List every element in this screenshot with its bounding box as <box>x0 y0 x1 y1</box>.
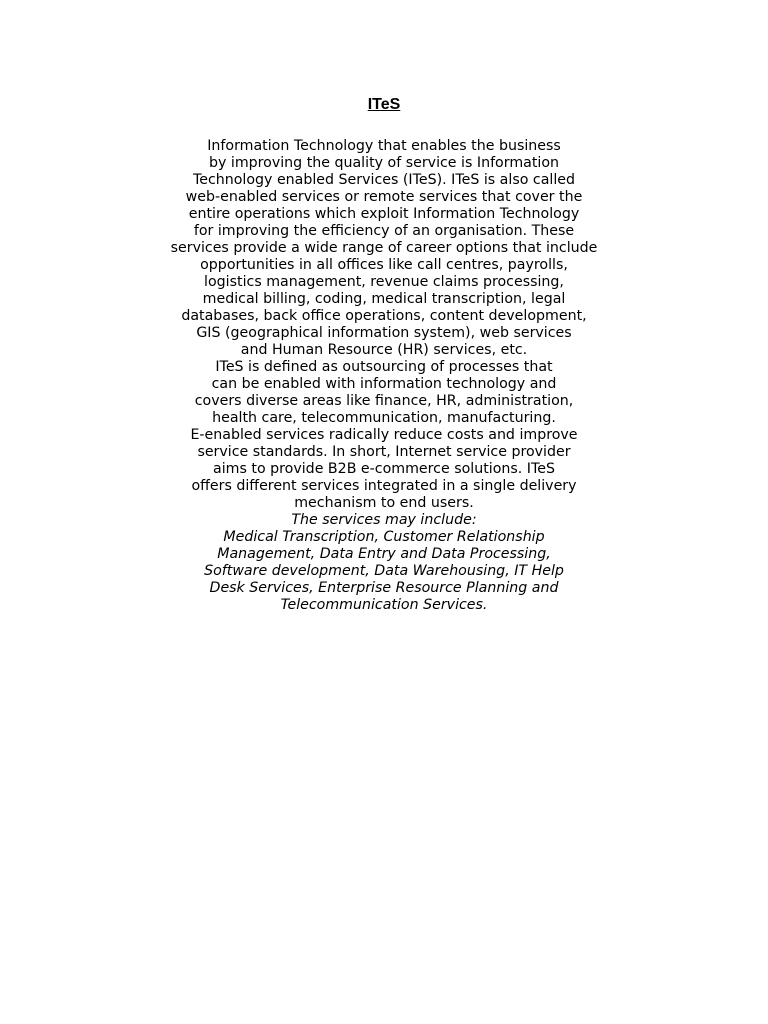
body-line: for improving the efficiency of an organisation. These <box>193 223 575 239</box>
body-line: aims to provide B2B e-commerce solutions. ITeS <box>213 461 555 477</box>
services-line: Software development, Data Warehousing, IT Help <box>204 563 564 579</box>
body-line: entire operations which exploit Information Technology <box>188 206 580 222</box>
services-line: Desk Services, Enterprise Resource Planning and <box>209 580 559 596</box>
body-line: and Human Resource (HR) services, etc. <box>240 342 528 358</box>
document-body <box>134 138 634 614</box>
services-intro: The services may include: <box>291 512 477 528</box>
body-line: E-enabled services radically reduce costs and improve <box>190 427 578 443</box>
body-line: health care, telecommunication, manufacturing. <box>212 410 556 426</box>
body-line: services provide a wide range of career options that include <box>170 240 598 256</box>
body-line: service standards. In short, Internet service provider <box>197 444 571 460</box>
body-line: can be enabled with information technology and <box>211 376 557 392</box>
services-line: Medical Transcription, Customer Relationship <box>223 529 545 545</box>
services-line: Telecommunication Services. <box>280 597 488 613</box>
body-line: offers different services integrated in a single delivery <box>191 478 577 494</box>
body-line: Technology enabled Services (ITeS). ITeS is also called <box>192 172 576 188</box>
body-line: ITeS is defined as outsourcing of processes that <box>215 359 553 375</box>
body-line: Information Technology that enables the business <box>207 138 561 154</box>
body-line: medical billing, coding, medical transcription, legal <box>202 291 566 307</box>
body-line: databases, back office operations, content development, <box>181 308 587 324</box>
document-title: ITeS <box>367 96 401 113</box>
body-line: covers diverse areas like finance, HR, administration, <box>194 393 574 409</box>
services-line: Management, Data Entry and Data Processing, <box>217 546 551 562</box>
body-line: web-enabled services or remote services that cover the <box>185 189 583 205</box>
body-line: opportunities in all offices like call centres, payrolls, <box>200 257 568 273</box>
body-line: logistics management, revenue claims processing, <box>204 274 564 290</box>
body-line: GIS (geographical information system), web services <box>196 325 572 341</box>
body-line: mechanism to end users. <box>294 495 474 511</box>
body-line: by improving the quality of service is Information <box>208 155 560 171</box>
